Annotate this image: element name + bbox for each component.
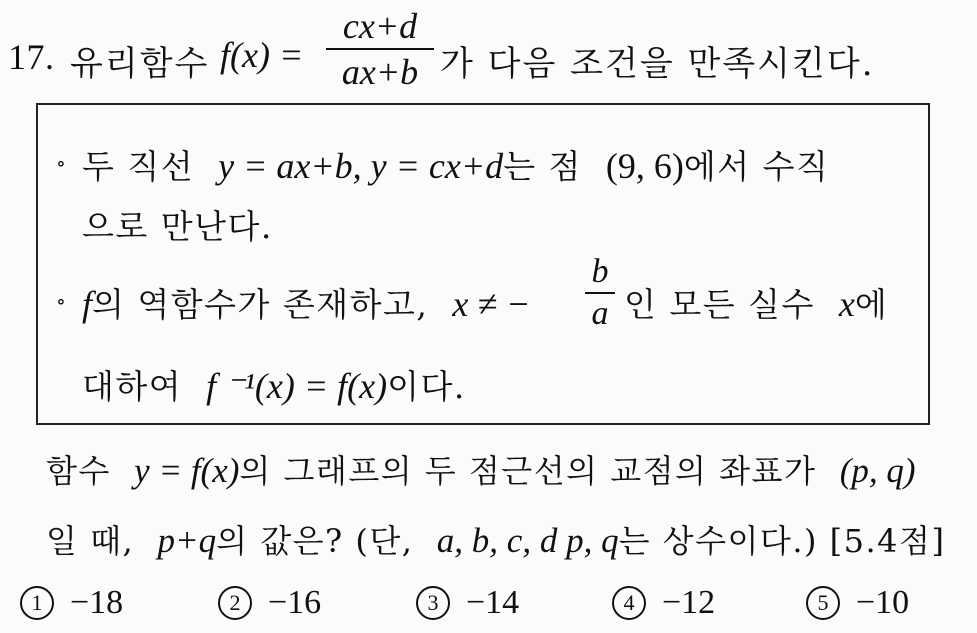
prompt-text-c: 일 때, xyxy=(46,522,135,560)
condition-1-line-2: 으로 만난다. xyxy=(82,207,273,246)
prompt-point: (p, q) xyxy=(839,451,916,490)
conditions-box xyxy=(36,103,930,425)
circled-number-icon: 1 xyxy=(20,586,54,620)
condition-2-text-d: 대하여 xyxy=(82,367,183,406)
condition-2-inverse-equation: f ⁻¹(x) = f(x) xyxy=(206,366,388,406)
condition-2-fraction-denominator: a xyxy=(591,295,609,332)
question-number: 17. xyxy=(8,37,55,77)
bullet-icon: ∘ xyxy=(56,289,66,313)
condition-1-text-a: 두 직선 xyxy=(82,147,195,186)
condition-1-point: (9, 6) xyxy=(605,146,684,186)
prompt-text-d: 의 값은? (단, xyxy=(216,522,414,560)
prompt-sum: p+q xyxy=(157,521,217,560)
circled-number-icon: 2 xyxy=(218,586,252,620)
condition-1-text-b: 는 점 xyxy=(503,147,582,186)
fraction-numerator: cx+d xyxy=(342,6,418,46)
choice-1[interactable] xyxy=(20,584,123,622)
choice-5-value: −10 xyxy=(856,584,910,621)
prompt-line-1 xyxy=(46,446,916,492)
prompt-constants: a, b, c, d p, q xyxy=(436,521,619,560)
question-intro-text: 유리함수 xyxy=(70,44,210,84)
choice-2-value: −16 xyxy=(268,584,322,621)
choice-5[interactable] xyxy=(806,584,909,622)
condition-2-line-2 xyxy=(82,361,466,408)
fraction-denominator: ax+b xyxy=(341,52,419,92)
condition-1-line-1 xyxy=(82,141,829,188)
condition-1-text-c: 에서 수직 xyxy=(683,147,830,186)
condition-2-text-c: 에 xyxy=(854,285,889,324)
condition-2-x: x xyxy=(838,284,855,324)
prompt-line-2 xyxy=(46,516,945,562)
condition-2-text-e: 이다. xyxy=(387,367,466,406)
condition-2-text-a: 의 역함수가 존재하고, xyxy=(92,285,429,324)
rational-function-fraction xyxy=(326,8,434,90)
function-label: f(x) = xyxy=(220,35,304,75)
prompt-text-b: 의 그래프의 두 점근선의 교점의 좌표가 xyxy=(239,452,817,490)
prompt-function: y = f(x) xyxy=(134,451,240,490)
circled-number-icon: 4 xyxy=(612,586,646,620)
choice-4-value: −12 xyxy=(662,584,716,621)
question-condition-text: 가 다음 조건을 만족시킨다. xyxy=(440,44,875,84)
condition-2-line-1-end xyxy=(624,279,888,326)
choice-3-value: −14 xyxy=(466,584,520,621)
condition-2-line-1 xyxy=(82,279,530,326)
choice-3[interactable] xyxy=(416,584,519,622)
condition-2-f: f xyxy=(82,284,93,324)
choice-4[interactable] xyxy=(612,584,715,622)
prompt-text-a: 함수 xyxy=(46,452,111,490)
prompt-text-e: 는 상수이다.) [5.4점] xyxy=(618,522,946,560)
condition-2-text-b: 인 모든 실수 xyxy=(624,285,815,324)
choice-2[interactable] xyxy=(218,584,321,622)
condition-2-fraction-numerator: b xyxy=(591,253,609,290)
circled-number-icon: 5 xyxy=(806,586,840,620)
answer-choices xyxy=(20,584,960,628)
condition-2-fraction xyxy=(585,255,615,331)
condition-1-lines-equation: y = ax+b, y = cx+d xyxy=(218,146,504,186)
bullet-icon: ∘ xyxy=(56,151,66,175)
question-header xyxy=(8,6,968,100)
circled-number-icon: 3 xyxy=(416,586,450,620)
choice-1-value: −18 xyxy=(70,584,124,621)
condition-2-inequality: x ≠ − xyxy=(452,284,531,324)
